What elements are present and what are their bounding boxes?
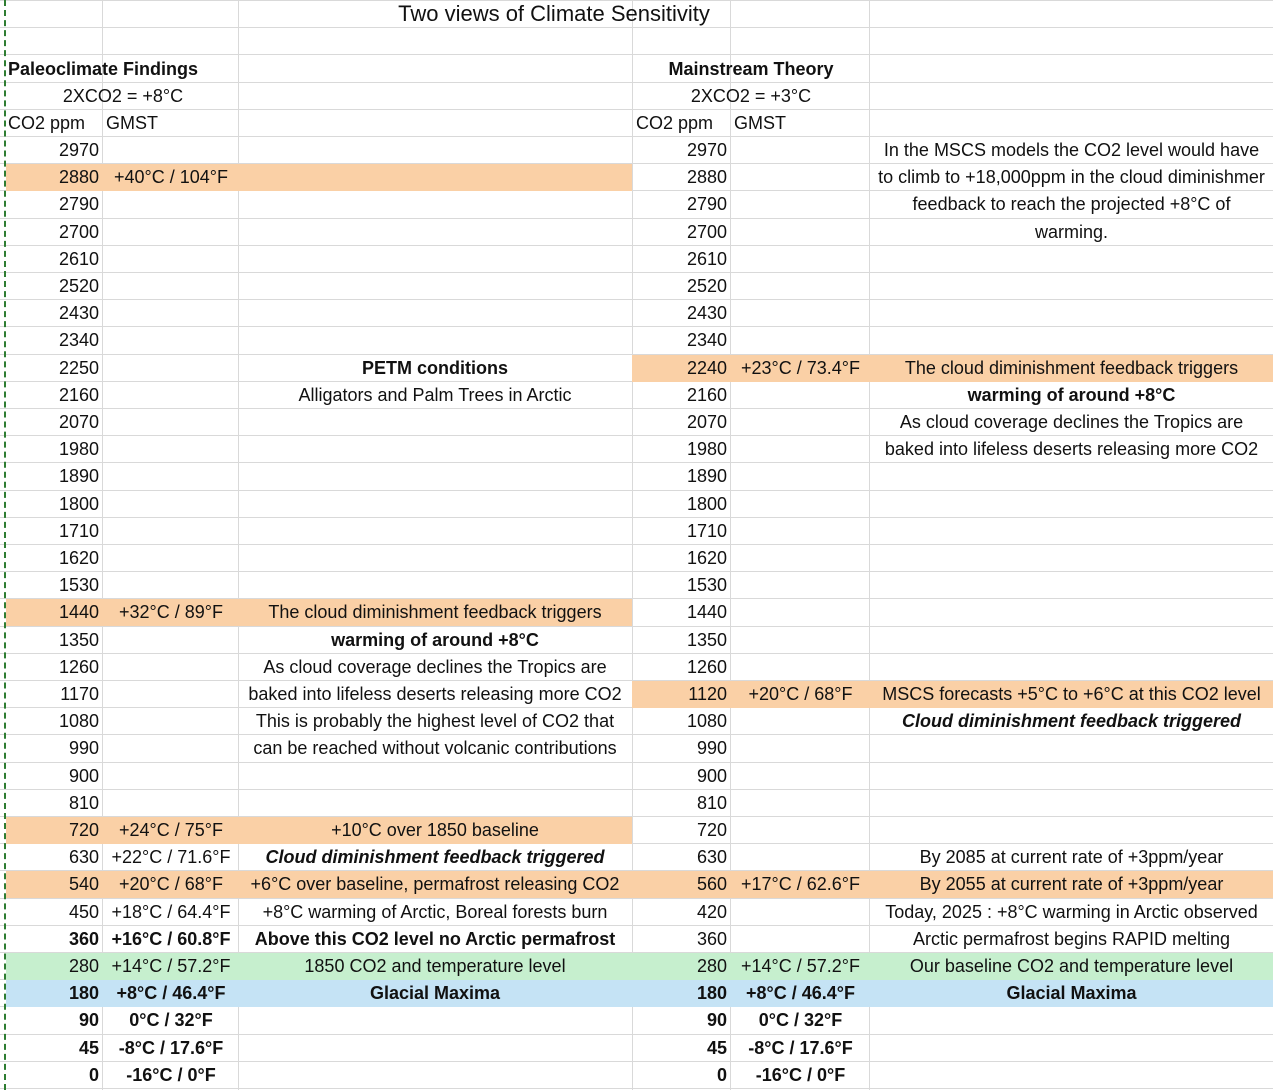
left-co2-cell[interactable]: 1980 [58, 439, 99, 459]
left-note-cell[interactable]: Glacial Maxima [369, 983, 501, 1003]
left-co2-cell[interactable]: 1620 [58, 548, 99, 568]
left-co2-cell[interactable]: 0 [88, 1065, 99, 1085]
right-note-cell[interactable]: Cloud diminishment feedback triggered [901, 711, 1242, 731]
left-co2-cell[interactable]: 1440 [58, 602, 99, 622]
right-gmst-cell[interactable]: -16°C / 0°F [755, 1065, 846, 1085]
left-gmst-cell[interactable]: +14°C / 57.2°F [111, 956, 231, 976]
right-co2-cell[interactable]: 1620 [686, 548, 727, 568]
right-co2-cell[interactable]: 900 [696, 766, 727, 786]
left-note-cell[interactable]: +8°C warming of Arctic, Boreal forests burn [262, 902, 608, 922]
right-co2-cell[interactable]: 90 [706, 1010, 727, 1030]
right-co2-cell[interactable]: 0 [716, 1065, 727, 1085]
right-gmst-cell[interactable]: +20°C / 68°F [748, 684, 853, 704]
right-co2-cell[interactable]: 1440 [686, 602, 727, 622]
right-heading: Mainstream Theory [668, 59, 834, 79]
left-note-cell[interactable]: Alligators and Palm Trees in Arctic [298, 385, 572, 405]
left-note-cell[interactable]: +6°C over baseline, permafrost releasing CO2 [250, 874, 620, 894]
right-co2-cell[interactable]: 2340 [686, 330, 727, 350]
right-co2-cell[interactable]: 2160 [686, 385, 727, 405]
left-co2-cell[interactable]: 1170 [60, 684, 99, 704]
right-co2-cell[interactable]: 630 [696, 847, 727, 867]
right-co2-cell[interactable]: 1710 [686, 521, 727, 541]
left-note-cell[interactable]: 1850 CO2 and temperature level [304, 956, 566, 976]
right-co2-cell[interactable]: 2790 [686, 194, 727, 214]
left-co2-cell[interactable]: 2700 [58, 222, 99, 242]
left-co2-cell[interactable]: 280 [68, 956, 99, 976]
right-col-co2: CO2 ppm [636, 113, 714, 133]
left-co2-cell[interactable]: 45 [78, 1038, 99, 1058]
left-co2-cell[interactable]: 540 [68, 874, 99, 894]
left-gmst-cell[interactable]: 0°C / 32°F [129, 1010, 213, 1030]
right-note-cell[interactable]: to climb to +18,000ppm in the cloud diminishmer [878, 167, 1265, 187]
right-co2-cell[interactable]: 720 [696, 820, 727, 840]
left-note-cell[interactable]: Above this CO2 level no Arctic permafrost [254, 929, 616, 949]
row-gridline [0, 54, 1273, 55]
left-gmst-cell[interactable]: -16°C / 0°F [126, 1065, 216, 1085]
left-co2-cell[interactable]: 630 [68, 847, 99, 867]
left-gmst-cell[interactable]: +18°C / 64.4°F [111, 902, 231, 922]
left-co2-cell[interactable]: 1350 [58, 630, 99, 650]
sheet-title: Two views of Climate Sensitivity [398, 1, 710, 26]
right-co2-cell[interactable]: 1350 [686, 630, 727, 650]
right-co2-cell[interactable]: 2880 [686, 167, 727, 187]
right-co2-cell[interactable]: 1080 [686, 711, 727, 731]
right-note-cell[interactable]: Arctic permafrost begins RAPID melting [912, 929, 1231, 949]
right-note-cell[interactable]: feedback to reach the projected +8°C of [912, 194, 1231, 214]
right-note-cell[interactable]: warming of around +8°C [967, 385, 1176, 405]
left-gmst-cell[interactable]: +40°C / 104°F [114, 167, 228, 187]
right-co2-cell[interactable]: 2520 [686, 276, 727, 296]
left-note-cell[interactable]: can be reached without volcanic contributions [253, 738, 617, 758]
right-gmst-cell[interactable]: +23°C / 73.4°F [741, 358, 860, 378]
left-gmst-cell[interactable]: +8°C / 46.4°F [116, 983, 226, 1003]
left-co2-cell[interactable]: 1800 [58, 494, 99, 514]
right-co2-cell[interactable]: 420 [696, 902, 727, 922]
right-co2-cell[interactable]: 1260 [686, 657, 727, 677]
left-ratio: 2XCO2 = +8°C [62, 86, 184, 106]
left-note-cell[interactable]: Cloud diminishment feedback triggered [265, 847, 605, 867]
right-note-cell[interactable]: Today, 2025 : +8°C warming in Arctic observed [885, 902, 1258, 922]
left-co2-cell[interactable]: 720 [68, 820, 99, 840]
left-col-gmst: GMST [106, 113, 158, 133]
left-co2-cell[interactable]: 2790 [58, 194, 99, 214]
right-gmst-cell[interactable]: +8°C / 46.4°F [746, 983, 855, 1003]
right-co2-cell[interactable]: 1120 [688, 684, 727, 704]
left-co2-cell[interactable]: 900 [68, 766, 99, 786]
left-gmst-cell[interactable]: +24°C / 75°F [119, 820, 223, 840]
left-note-cell[interactable]: baked into lifeless deserts releasing more CO2 [248, 684, 622, 704]
left-co2-cell[interactable]: 1890 [58, 466, 99, 486]
right-co2-cell[interactable]: 280 [696, 956, 727, 976]
left-co2-cell[interactable]: 2070 [58, 412, 99, 432]
left-highlight-orange [6, 164, 632, 191]
right-co2-cell[interactable]: 1800 [686, 494, 727, 514]
right-co2-cell[interactable]: 2610 [686, 249, 727, 269]
left-co2-cell[interactable]: 180 [68, 983, 99, 1003]
left-gmst-cell[interactable]: +20°C / 68°F [119, 874, 223, 894]
right-ratio: 2XCO2 = +3°C [690, 86, 812, 106]
right-gmst-cell[interactable]: 0°C / 32°F [758, 1010, 843, 1030]
right-gmst-cell[interactable]: -8°C / 17.6°F [748, 1038, 853, 1058]
right-note-cell[interactable]: Glacial Maxima [1006, 983, 1137, 1003]
right-note-cell[interactable]: As cloud coverage declines the Tropics are [899, 412, 1244, 432]
right-co2-cell[interactable]: 560 [696, 874, 727, 894]
left-co2-cell[interactable]: 1530 [58, 575, 99, 595]
right-co2-cell[interactable]: 2970 [686, 140, 727, 160]
right-note-cell[interactable]: By 2085 at current rate of +3ppm/year [919, 847, 1224, 867]
right-co2-cell[interactable]: 45 [706, 1038, 727, 1058]
right-note-cell[interactable]: By 2055 at current rate of +3ppm/year [919, 874, 1224, 894]
left-note-cell[interactable]: PETM conditions [362, 358, 508, 378]
left-co2-cell[interactable]: 2520 [58, 276, 99, 296]
right-co2-cell[interactable]: 2070 [686, 412, 727, 432]
right-co2-cell[interactable]: 990 [696, 738, 727, 758]
left-co2-cell[interactable]: 450 [68, 902, 99, 922]
left-co2-cell[interactable]: 360 [68, 929, 99, 949]
left-co2-cell[interactable]: 1080 [58, 711, 99, 731]
right-co2-cell[interactable]: 2430 [686, 303, 727, 323]
right-note-cell[interactable]: warming. [1034, 222, 1109, 242]
right-gmst-cell[interactable]: +14°C / 57.2°F [741, 956, 860, 976]
right-co2-cell[interactable]: 2240 [686, 358, 727, 378]
left-note-cell[interactable]: +10°C over 1850 baseline [331, 820, 539, 840]
left-co2-cell[interactable]: 2250 [58, 358, 99, 378]
left-gmst-cell[interactable]: +22°C / 71.6°F [111, 847, 231, 867]
left-col-co2: CO2 ppm [8, 113, 86, 133]
left-co2-cell[interactable]: 990 [68, 738, 99, 758]
right-note-cell[interactable]: Our baseline CO2 and temperature level [909, 956, 1234, 976]
left-note-cell[interactable]: As cloud coverage declines the Tropics are [263, 657, 607, 677]
right-note-cell[interactable]: The cloud diminishment feedback triggers [904, 358, 1239, 378]
left-note-cell[interactable]: warming of around +8°C [331, 630, 539, 650]
right-co2-cell[interactable]: 1890 [686, 466, 727, 486]
left-note-cell[interactable]: The cloud diminishment feedback triggers [268, 602, 602, 622]
left-co2-cell[interactable]: 90 [78, 1010, 99, 1030]
right-co2-cell[interactable]: 360 [696, 929, 727, 949]
column-gridline [730, 0, 731, 1090]
right-note-cell[interactable]: In the MSCS models the CO2 level would have [883, 140, 1260, 160]
left-heading: Paleoclimate Findings [8, 59, 199, 79]
right-note-cell[interactable]: baked into lifeless deserts releasing more CO2 [884, 439, 1259, 459]
left-note-cell[interactable]: This is probably the highest level of CO2 that [255, 711, 615, 731]
left-co2-cell[interactable]: 2340 [58, 330, 99, 350]
left-co2-cell[interactable]: 1260 [58, 657, 99, 677]
left-co2-cell[interactable]: 2970 [58, 140, 99, 160]
left-gmst-cell[interactable]: +16°C / 60.8°F [111, 929, 231, 949]
right-co2-cell[interactable]: 810 [696, 793, 727, 813]
left-gmst-cell[interactable]: +32°C / 89°F [119, 602, 223, 622]
left-co2-cell[interactable]: 2430 [58, 303, 99, 323]
right-co2-cell[interactable]: 1530 [686, 575, 727, 595]
right-note-cell[interactable]: MSCS forecasts +5°C to +6°C at this CO2 level [882, 684, 1261, 704]
left-co2-cell[interactable]: 810 [68, 793, 99, 813]
right-co2-cell[interactable]: 2700 [686, 222, 727, 242]
left-co2-cell[interactable]: 2610 [58, 249, 99, 269]
left-co2-cell[interactable]: 2160 [58, 385, 99, 405]
left-co2-cell[interactable]: 1710 [58, 521, 99, 541]
right-gmst-cell[interactable]: +17°C / 62.6°F [741, 874, 860, 894]
right-co2-cell[interactable]: 1980 [686, 439, 727, 459]
row-gridline [0, 27, 1273, 28]
right-col-gmst: GMST [734, 113, 786, 133]
left-co2-cell[interactable]: 2880 [58, 167, 99, 187]
left-gmst-cell[interactable]: -8°C / 17.6°F [118, 1038, 224, 1058]
right-co2-cell[interactable]: 180 [696, 983, 727, 1003]
